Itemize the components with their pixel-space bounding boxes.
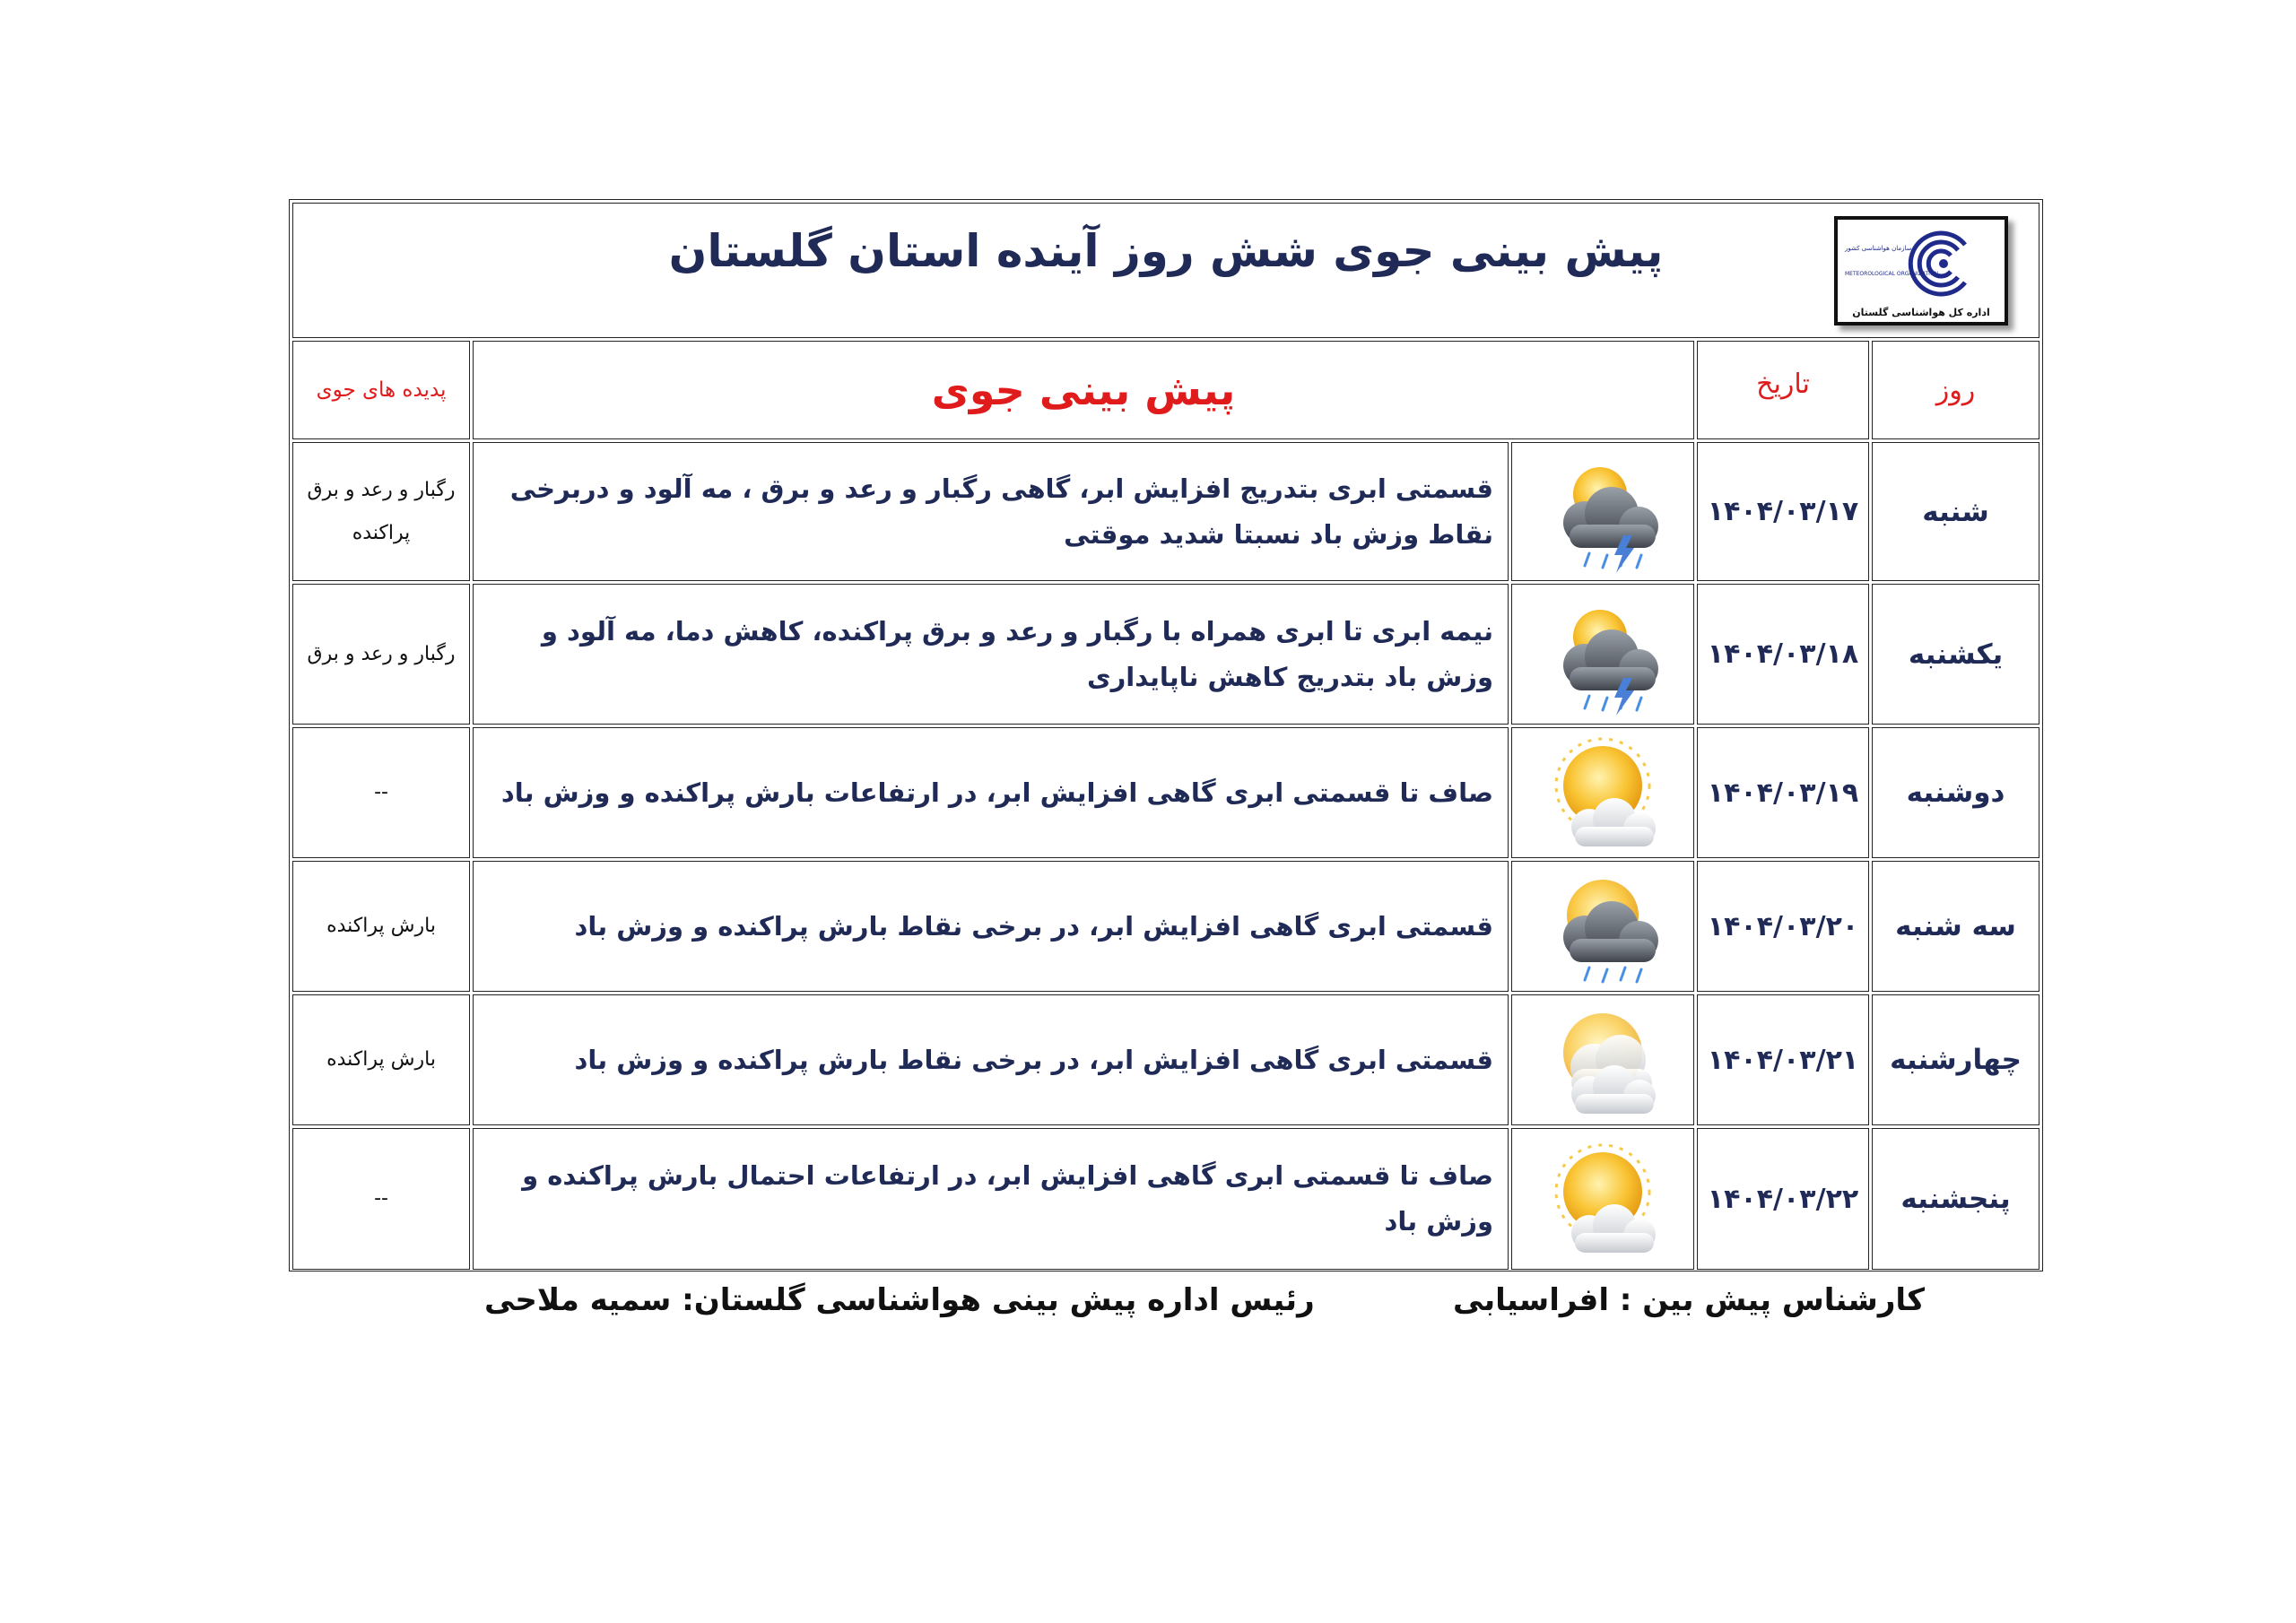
weather-icon-cell [1511, 1128, 1694, 1270]
page-title: پیش بینی جوی شش روز آینده استان گلستان [668, 225, 1664, 277]
date-cell: ۱۴۰۴/۰۳/۱۷ [1697, 442, 1869, 581]
header-day: روز [1872, 341, 2039, 439]
sun-cloud-icon [1535, 1136, 1670, 1262]
day-cell: چهارشنبه [1872, 994, 2039, 1125]
sun-cloud-icon [1535, 730, 1670, 855]
day-cell: دوشنبه [1872, 727, 2039, 858]
cloud-rain-icon [1535, 864, 1670, 989]
day-cell: یکشنبه [1872, 584, 2039, 725]
header-phenomena: پدیده های جوی [292, 341, 470, 439]
weather-icon-cell [1511, 727, 1694, 858]
date-cell: ۱۴۰۴/۰۳/۱۸ [1697, 584, 1869, 725]
phenomena-cell: -- [292, 727, 470, 858]
day-cell: سه شنبه [1872, 861, 2039, 992]
logo-caption: اداره کل هواشناسی گلستان [1852, 307, 1990, 318]
forecast-text: صاف تا قسمتی ابری گاهی افزایش ابر، در ارتفاعات احتمال بارش پراکنده و وزش باد [473, 1128, 1509, 1270]
logo-line-1: سازمان هواشناسی کشور [1845, 245, 1912, 252]
phenomena-cell: رگبار و رعد و برق [292, 584, 470, 725]
organization-logo [1834, 216, 2008, 325]
forecast-text: صاف تا قسمتی ابری گاهی افزایش ابر، در ارتفاعات بارش پراکنده و وزش باد [473, 727, 1509, 858]
forecast-text: قسمتی ابری گاهی افزایش ابر، در برخی نقاط بارش پراکنده و وزش باد [473, 861, 1509, 992]
date-cell: ۱۴۰۴/۰۳/۲۲ [1697, 1128, 1869, 1270]
forecast-text: نیمه ابری تا ابری همراه با رگبار و رعد و برق پراکنده، کاهش دما، مه آلود و وزش باد بتدریج کاهش ناپایداری [473, 584, 1509, 725]
weather-icon-cell [1511, 442, 1694, 581]
day-cell: پنجشنبه [1872, 1128, 2039, 1270]
thunderstorm-rain-icon [1535, 592, 1670, 717]
forecast-table [289, 199, 2043, 1271]
phenomena-cell: بارش پراکنده [292, 861, 470, 992]
date-cell: ۱۴۰۴/۰۳/۲۱ [1697, 994, 1869, 1125]
day-cell: شنبه [1872, 442, 2039, 581]
forecast-text: قسمتی ابری گاهی افزایش ابر، در برخی نقاط بارش پراکنده و وزش باد [473, 994, 1509, 1125]
header-date: تاریخ [1697, 341, 1869, 439]
forecast-text: قسمتی ابری بتدریج افزایش ابر، گاهی رگبار و رعد و برق ، مه آلود و دربرخی نقاط وزش باد نسبتا شدید موقتی [473, 442, 1509, 581]
title-row [292, 203, 2039, 338]
department-head-name: رئیس اداره پیش بینی هواشناسی گلستان: سمیه ملاحی [484, 1282, 1315, 1318]
date-cell: ۱۴۰۴/۰۳/۱۹ [1697, 727, 1869, 858]
weather-icon-cell [1511, 994, 1694, 1125]
thunderstorm-rain-icon [1535, 449, 1670, 575]
forecaster-name: کارشناس پیش بین : افراسیابی [1453, 1282, 1925, 1318]
header-forecast: پیش بینی جوی [473, 341, 1694, 439]
date-cell: ۱۴۰۴/۰۳/۲۰ [1697, 861, 1869, 992]
phenomena-cell: رگبار و رعد و برق پراکنده [292, 442, 470, 581]
partly-cloudy-icon [1535, 997, 1670, 1123]
phenomena-cell: بارش پراکنده [292, 994, 470, 1125]
weather-icon-cell [1511, 584, 1694, 725]
weather-icon-cell [1511, 861, 1694, 992]
logo-line-2: METEOROLOGICAL ORGANIZATION [1845, 271, 1939, 277]
phenomena-cell: -- [292, 1128, 470, 1270]
